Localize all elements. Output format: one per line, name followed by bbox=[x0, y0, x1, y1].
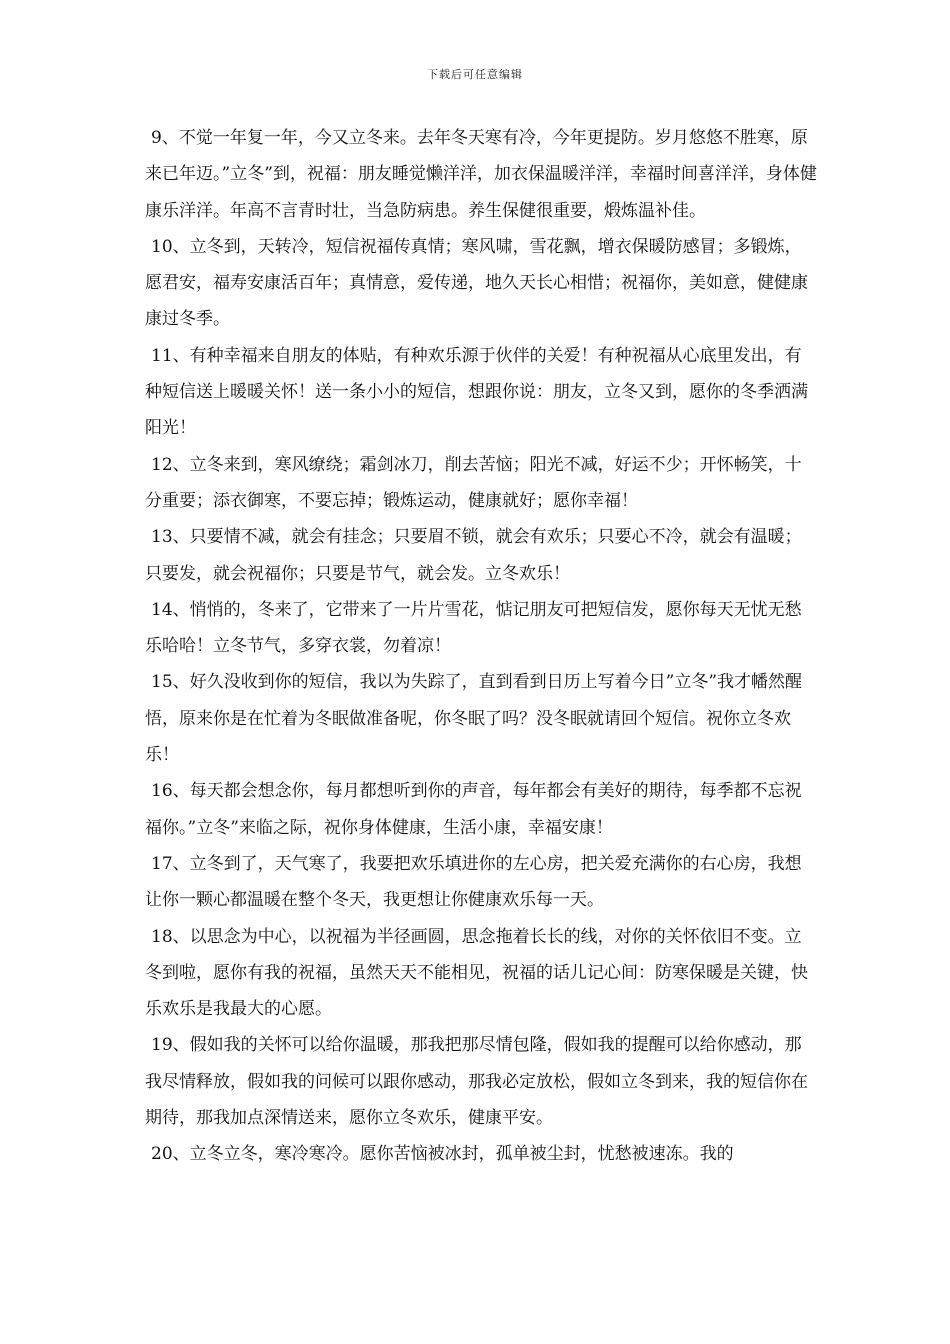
paragraph-10: 10、立冬到，天转冷，短信祝福传真情；寒风啸，雪花飘，增衣保暖防感冒；多锻炼，愿君安，福寿安康活百年；真情意，爱传递，地久天长心相惜；祝福你，美如意，健健康康过冬季。 bbox=[145, 236, 808, 330]
paragraph-14: 14、悄悄的，冬来了，它带来了一片片雪花，惦记朋友可把短信发，愿你每天无忧无愁乐哈哈！立冬节气，多穿衣裳，勿着凉！ bbox=[145, 599, 802, 657]
paragraph-15: 15、好久没收到你的短信，我以为失踪了，直到看到日历上写着今日”立冬”我才幡然醒悟，原来你是在忙着为冬眠做准备呢，你冬眠了吗？没冬眠就请回个短信。祝你立冬欢乐！ bbox=[145, 672, 803, 766]
document-body bbox=[145, 120, 817, 1173]
paragraph-17: 17、立冬到了，天气寒了，我要把欢乐填进你的左心房，把关爱充满你的右心房，我想让你一颗心都温暖在整个冬天，我更想让你健康欢乐每一天。 bbox=[145, 853, 802, 911]
paragraph-19: 19、假如我的关怀可以给你温暖，那我把那尽情包隆，假如我的提醒可以给你感动，那我尽情释放，假如我的问候可以跟你感动，那我必定放松，假如立冬到来，我的短信你在期待，那我加点深情送来，愿你立冬欢乐，健康平安。 bbox=[145, 1035, 808, 1129]
paragraph-18: 18、以思念为中心，以祝福为半径画圆，思念拖着长长的线，对你的关怀依旧不变。立冬到啦，愿你有我的祝福，虽然天天不能相见，祝福的话儿记心间：防寒保暖是关键，快乐欢乐是我最大的心愿。 bbox=[145, 926, 808, 1020]
paragraph-11: 11、有种幸福来自朋友的体贴，有种欢乐源于伙伴的关爱！有种祝福从心底里发出，有种短信送上暖暖关怀！送一条小小的短信，想跟你说：朋友，立冬又到，愿你的冬季洒满阳光！ bbox=[145, 345, 808, 439]
paragraph-13: 13、只要情不减，就会有挂念；只要眉不锁，就会有欢乐；只要心不冷，就会有温暖；只要发，就会祝福你；只要是节气，就会发。立冬欢乐！ bbox=[145, 527, 802, 584]
paragraph-12: 12、立冬来到，寒风缭绕；霜剑冰刀，削去苦恼；阳光不减，好运不少；开怀畅笑，十分重要；添衣御寒，不要忘掉；锻炼运动，健康就好；愿你幸福！ bbox=[145, 454, 802, 511]
page-header: 下载后可任意编辑 bbox=[427, 68, 523, 81]
paragraph-20: 20、立冬立冬，寒冷寒冷。愿你苦恼被冰封，孤单被尘封，忧愁被速冻。我的 bbox=[151, 1144, 734, 1165]
paragraph-16: 16、每天都会想念你，每月都想听到你的声音，每年都会有美好的期待，每季都不忘祝福你。”立冬”来临之际，祝你身体健康，生活小康，幸福安康！ bbox=[145, 781, 802, 838]
paragraph-9: 9、不觉一年复一年，今又立冬来。去年冬天寒有冷，今年更提防。岁月悠悠不胜寒，原来已年迈。”立冬”到，祝福：朋友睡觉懒洋洋，加衣保温暖洋洋，幸福时间喜洋洋，身体健康乐洋洋。年高不言青时壮，当急防病患。养生保健很重要，煅炼温补佳。 bbox=[145, 128, 817, 221]
